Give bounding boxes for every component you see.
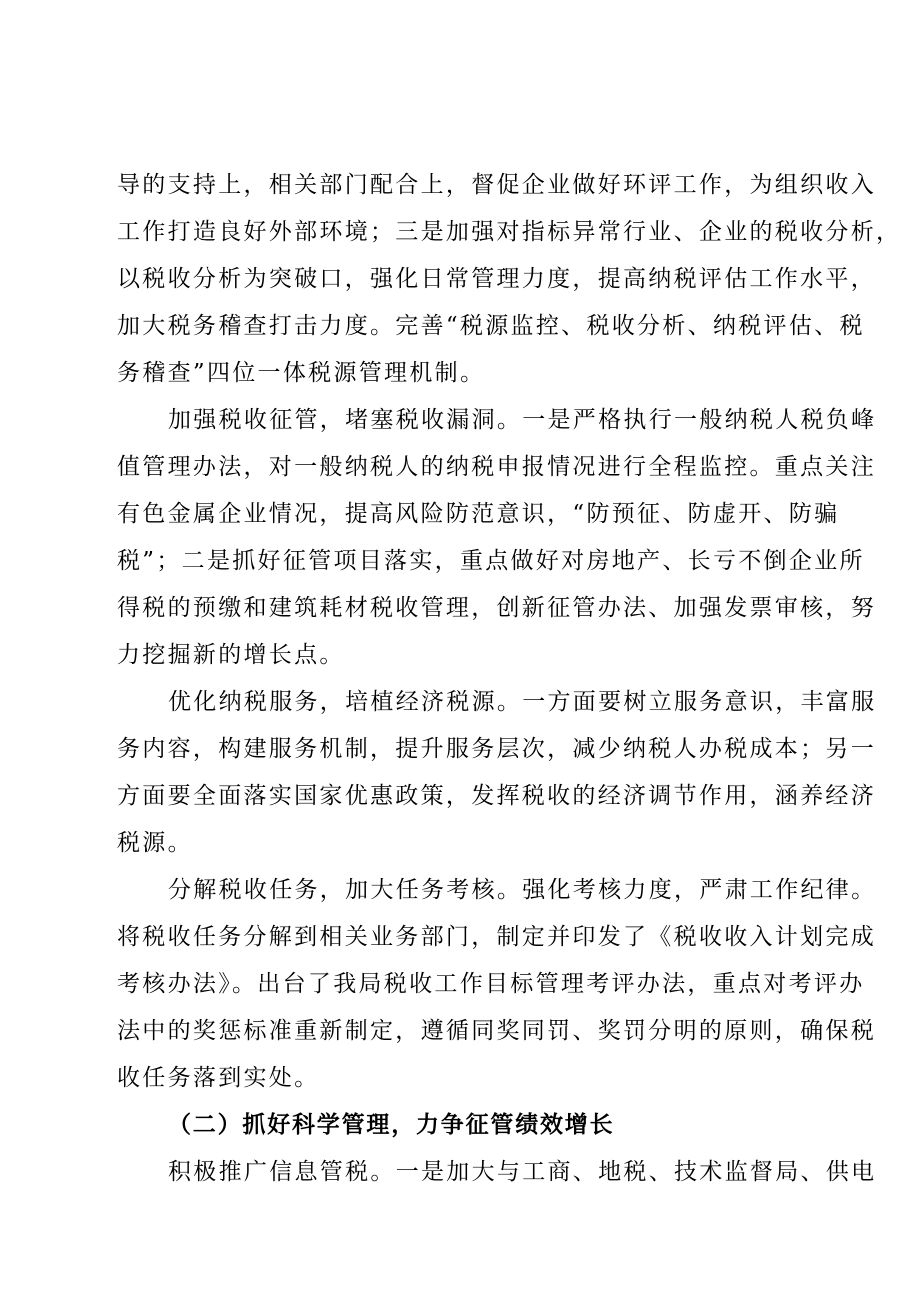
body-text-line: 加大税务稽查打击力度。完善“税源监控、税收分析、纳税评估、税 bbox=[117, 313, 865, 339]
section-heading: （二）抓好科学管理，力争征管绩效增长 bbox=[168, 1111, 615, 1138]
body-text-line: 值管理办法，对一般纳税人的纳税申报情况进行全程监控。重点关注 bbox=[117, 454, 876, 480]
body-text-line: 务内容，构建服务机制，提升服务层次，减少纳税人办税成本；另一 bbox=[117, 736, 876, 762]
body-text-line: 有色金属企业情况，提高风险防范意识，“防预征、防虚开、防骗 bbox=[117, 501, 840, 527]
body-text-line: 考核办法》。出台了我局税收工作目标管理考评办法，重点对考评办 bbox=[117, 971, 865, 997]
paragraph-first-line: 优化纳税服务，培植经济税源。一方面要树立服务意识，丰富服 bbox=[168, 689, 877, 715]
body-text-line: 法中的奖惩标准重新制定，遵循同奖同罚、奖罚分明的原则，确保税 bbox=[117, 1018, 876, 1044]
body-text-line: 以税收分析为突破口，强化日常管理力度，提高纳税评估工作水平， bbox=[117, 266, 876, 292]
body-text-line: 工作打造良好外部环境；三是加强对指标异常行业、企业的税收分析， bbox=[117, 219, 902, 245]
paragraph-first-line: 加强税收征管，堵塞税收漏洞。一是严格执行一般纳税人税负峰 bbox=[168, 407, 877, 433]
body-text-line: 方面要全面落实国家优惠政策，发挥税收的经济调节作用，涵养经济 bbox=[117, 783, 876, 809]
body-text-line: 得税的预缴和建筑耗材税收管理，创新征管办法、加强发票审核，努 bbox=[117, 595, 876, 621]
body-text-line: 税源。 bbox=[117, 830, 193, 856]
body-text-line: 将税收任务分解到相关业务部门，制定并印发了《税收收入计划完成 bbox=[117, 924, 876, 950]
paragraph-first-line: 积极推广信息管税。一是加大与工商、地税、技术监督局、供电 bbox=[168, 1159, 877, 1185]
body-text-line: 力挖掘新的增长点。 bbox=[117, 642, 345, 668]
body-text-line: 导的支持上，相关部门配合上，督促企业做好环评工作，为组织收入 bbox=[117, 172, 876, 198]
body-text-line: 税”；二是抓好征管项目落实，重点做好对房地产、长亏不倒企业所 bbox=[117, 548, 865, 574]
paragraph-first-line: 分解税收任务，加大任务考核。强化考核力度，严肃工作纪律。 bbox=[168, 877, 877, 903]
body-text-line: 务稽查”四位一体税源管理机制。 bbox=[117, 360, 486, 386]
body-text-line: 收任务落到实处。 bbox=[117, 1065, 320, 1091]
